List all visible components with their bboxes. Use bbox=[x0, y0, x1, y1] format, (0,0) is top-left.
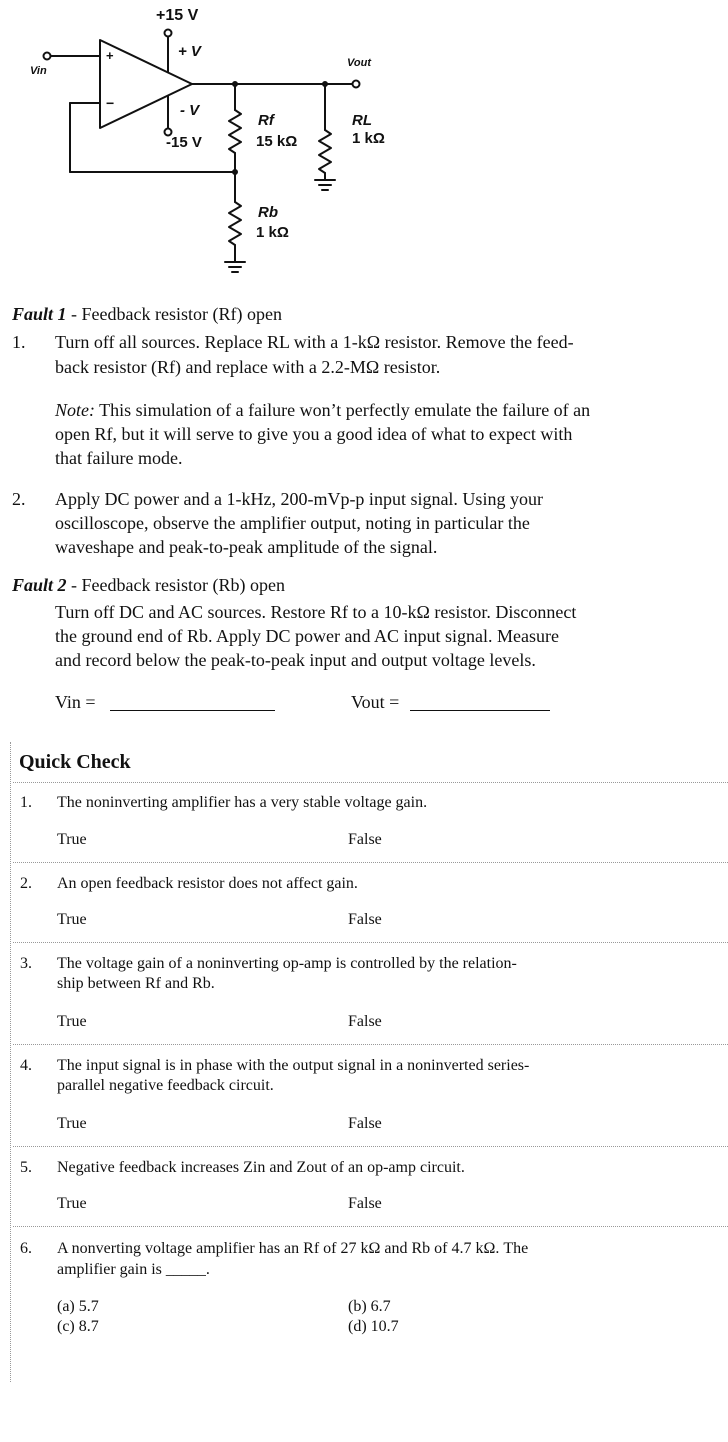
fault1-step1-line2: back resistor (Rf) and replace with a 2.2-MΩ resistor. bbox=[55, 357, 441, 377]
supply-pos-terminal bbox=[165, 30, 172, 37]
divider bbox=[13, 942, 728, 943]
q3-option-false[interactable]: False bbox=[348, 1013, 382, 1030]
rb-name-label: Rb bbox=[258, 204, 278, 221]
fault2-line3: and record below the peak-to-peak input and output voltage levels. bbox=[55, 650, 536, 670]
note-line1: This simulation of a failure won’t perfectly emulate the failure of an bbox=[95, 400, 591, 420]
q6-option-c[interactable]: (c) 8.7 bbox=[57, 1318, 99, 1335]
q1-number: 1. bbox=[20, 794, 32, 811]
fault1-step1-line1: Turn off all sources. Replace RL with a 1-kΩ resistor. Remove the feed- bbox=[55, 332, 574, 352]
rl-name-label: RL bbox=[352, 112, 372, 129]
supply-pos-label: +15 V bbox=[156, 7, 199, 24]
supply-pos-pin-label: + V bbox=[178, 43, 201, 60]
q3-number: 3. bbox=[20, 955, 32, 972]
vin-label: Vin bbox=[30, 65, 47, 77]
q2-option-false[interactable]: False bbox=[348, 911, 382, 928]
q6-text-line2: amplifier gain is _____. bbox=[57, 1261, 210, 1278]
opamp-plus-sign: + bbox=[106, 48, 114, 63]
q4-option-true[interactable]: True bbox=[57, 1115, 87, 1132]
fault2-line1: Turn off DC and AC sources. Restore Rf to a 10-kΩ resistor. Disconnect bbox=[55, 602, 577, 622]
q6-text-line1: A nonverting voltage amplifier has an Rf of 27 kΩ and Rb of 4.7 kΩ. The bbox=[57, 1240, 529, 1257]
note-label: Note: bbox=[55, 400, 95, 420]
fault1-label: Fault 1 bbox=[12, 304, 67, 324]
fault1-step2-line3: waveshape and peak-to-peak amplitude of the signal. bbox=[55, 537, 438, 557]
q4-text-line1: The input signal is in phase with the output signal in a noninverted series- bbox=[57, 1057, 530, 1074]
divider bbox=[13, 1226, 728, 1227]
divider bbox=[13, 1044, 728, 1045]
fault1-note bbox=[55, 398, 590, 422]
q4-number: 4. bbox=[20, 1057, 32, 1074]
opamp-minus-sign: − bbox=[106, 95, 115, 111]
q5-option-true[interactable]: True bbox=[57, 1195, 87, 1212]
vin-answer-blank[interactable] bbox=[110, 688, 275, 711]
fault2-line2: the ground end of Rb. Apply DC power and AC input signal. Measure bbox=[55, 626, 559, 646]
op-amp-circuit-diagram bbox=[0, 0, 728, 290]
q6-option-d[interactable]: (d) 10.7 bbox=[348, 1318, 399, 1335]
q6-option-b[interactable]: (b) 6.7 bbox=[348, 1298, 391, 1315]
rl-value-label: 1 kΩ bbox=[352, 130, 385, 147]
q1-text: The noninverting amplifier has a very stable voltage gain. bbox=[57, 794, 428, 811]
rf-name-label: Rf bbox=[258, 112, 274, 129]
q3-option-true[interactable]: True bbox=[57, 1013, 87, 1030]
fault1-title bbox=[12, 302, 282, 326]
rf-value-label: 15 kΩ bbox=[256, 133, 298, 150]
q6-option-a[interactable]: (a) 5.7 bbox=[57, 1298, 99, 1315]
q3-text-line2: ship between Rf and Rb. bbox=[57, 975, 215, 992]
q6-number: 6. bbox=[20, 1240, 32, 1257]
fault1-step2-number: 2. bbox=[12, 489, 26, 509]
vout-terminal bbox=[353, 81, 360, 88]
supply-neg-label: -15 V bbox=[166, 134, 202, 151]
divider bbox=[13, 782, 728, 783]
fault1-step2-line1: Apply DC power and a 1-kHz, 200-mVp-p input signal. Using your bbox=[55, 489, 543, 509]
q5-option-false[interactable]: False bbox=[348, 1195, 382, 1212]
q1-option-true[interactable]: True bbox=[57, 831, 87, 848]
fault2-label: Fault 2 bbox=[12, 575, 67, 595]
supply-neg-pin-label: - V bbox=[180, 102, 200, 119]
vout-label: Vout bbox=[347, 57, 372, 69]
vout-measure-label: Vout = bbox=[351, 692, 400, 712]
q5-text: Negative feedback increases Zin and Zout of an op-amp circuit. bbox=[57, 1159, 465, 1176]
rb-resistor bbox=[229, 202, 241, 245]
vin-terminal bbox=[44, 53, 51, 60]
rf-resistor bbox=[229, 110, 241, 153]
fault1-step1-number: 1. bbox=[12, 332, 26, 352]
divider bbox=[13, 1146, 728, 1147]
q2-text: An open feedback resistor does not affect gain. bbox=[57, 875, 358, 892]
vout-answer-blank[interactable] bbox=[410, 688, 550, 711]
fault1-title-text: - Feedback resistor (Rf) open bbox=[66, 304, 282, 324]
rl-resistor bbox=[319, 130, 331, 173]
fault1-step2-line2: oscilloscope, observe the amplifier output, noting in particular the bbox=[55, 513, 530, 533]
quick-check-title: Quick Check bbox=[19, 751, 131, 773]
note-line2: open Rf, but it will serve to give you a good idea of what to expect with bbox=[55, 424, 573, 444]
divider bbox=[13, 862, 728, 863]
fault2-title bbox=[12, 573, 285, 597]
q5-number: 5. bbox=[20, 1159, 32, 1176]
q1-option-false[interactable]: False bbox=[348, 831, 382, 848]
q3-text-line1: The voltage gain of a noninverting op-amp is controlled by the relation- bbox=[57, 955, 517, 972]
note-line3: that failure mode. bbox=[55, 448, 183, 468]
quick-check-border bbox=[10, 742, 11, 1382]
q4-text-line2: parallel negative feedback circuit. bbox=[57, 1077, 274, 1094]
fault2-title-text: - Feedback resistor (Rb) open bbox=[66, 575, 285, 595]
q2-number: 2. bbox=[20, 875, 32, 892]
q2-option-true[interactable]: True bbox=[57, 911, 87, 928]
vin-measure-label: Vin = bbox=[55, 692, 96, 712]
rb-value-label: 1 kΩ bbox=[256, 224, 289, 241]
q4-option-false[interactable]: False bbox=[348, 1115, 382, 1132]
